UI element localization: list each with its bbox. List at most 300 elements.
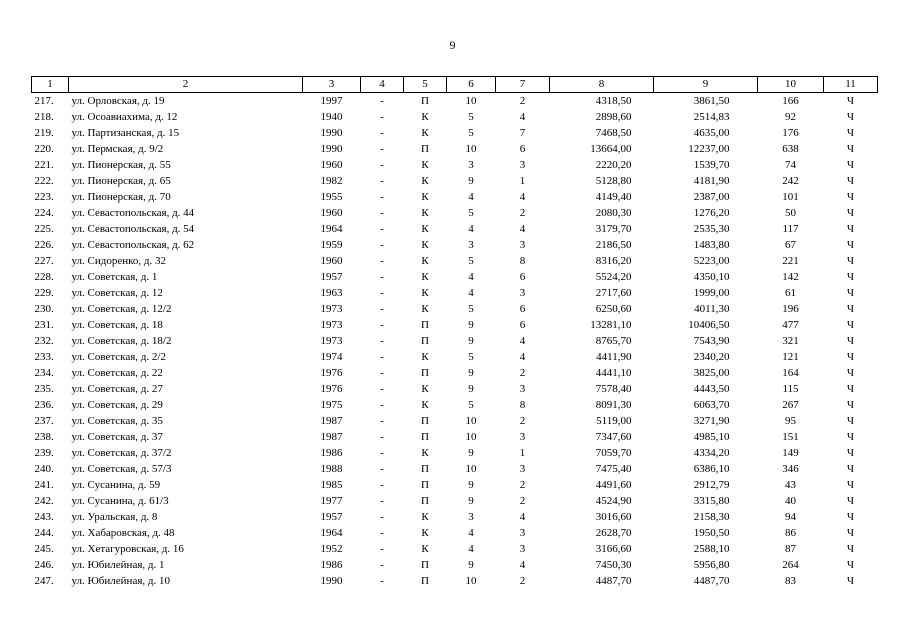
table-row [32, 205, 878, 221]
column-header-7: 7 [496, 77, 550, 93]
living-area-cell: 4181,90 [693, 174, 730, 187]
residents-cell: 94 [785, 510, 796, 523]
residents-cell: 86 [785, 526, 796, 539]
address-cell: ул. Юбилейная, д. 10 [71, 574, 170, 587]
row-number-cell: 219. [34, 126, 54, 139]
entrances-cell: 2 [519, 478, 526, 491]
living-area-cell: 1999,00 [693, 286, 730, 299]
column-header-2: 2 [69, 77, 303, 93]
total-area-cell: 7059,70 [595, 446, 632, 459]
row-number-cell: 226. [34, 238, 54, 251]
living-area-cell: 4443,50 [693, 382, 730, 395]
address-cell: ул. Осоавиахима, д. 12 [71, 110, 178, 123]
floors-cell: 5 [468, 206, 474, 219]
living-area-cell: 4350,10 [693, 270, 730, 283]
row-number-cell: 221. [34, 158, 54, 171]
table-row [32, 461, 878, 477]
category-cell: Ч [846, 110, 855, 123]
column-header-6: 6 [447, 77, 496, 93]
category-cell: Ч [846, 350, 855, 363]
table-row [32, 445, 878, 461]
column-header-5: 5 [404, 77, 447, 93]
entrances-cell: 6 [519, 302, 526, 315]
row-number-cell: 240. [34, 462, 54, 475]
floors-cell: 10 [465, 94, 477, 107]
column-4-cell: - [380, 270, 384, 283]
residents-cell: 61 [785, 286, 796, 299]
table-row [32, 269, 878, 285]
category-cell: Ч [846, 478, 855, 491]
build-year-cell: 1973 [320, 302, 343, 315]
residents-cell: 638 [782, 142, 799, 155]
table-row [32, 525, 878, 541]
total-area-cell: 4524,90 [595, 494, 632, 507]
column-header-4: 4 [361, 77, 404, 93]
category-cell: Ч [846, 190, 855, 203]
residents-cell: 87 [785, 542, 796, 555]
category-cell: Ч [846, 254, 855, 267]
category-cell: Ч [846, 318, 855, 331]
category-cell: Ч [846, 286, 855, 299]
build-year-cell: 1976 [320, 382, 343, 395]
floors-cell: 5 [468, 126, 474, 139]
build-year-cell: 1990 [320, 574, 343, 587]
wall-type-cell: К [421, 526, 429, 539]
living-area-cell: 4487,70 [693, 574, 730, 587]
living-area-cell: 1539,70 [693, 158, 730, 171]
address-cell: ул. Пермская, д. 9/2 [71, 142, 164, 155]
entrances-cell: 4 [519, 222, 526, 235]
address-cell: ул. Уральская, д. 8 [71, 510, 158, 523]
entrances-cell: 3 [519, 526, 526, 539]
column-4-cell: - [380, 302, 384, 315]
page-number: 9 [449, 38, 456, 52]
floors-cell: 5 [468, 110, 474, 123]
residents-cell: 196 [782, 302, 799, 315]
address-cell: ул. Севастопольская, д. 54 [71, 222, 195, 235]
residents-cell: 149 [782, 446, 799, 459]
total-area-cell: 6250,60 [595, 302, 632, 315]
living-area-cell: 2514,83 [693, 110, 730, 123]
residents-cell: 164 [782, 366, 799, 379]
floors-cell: 10 [465, 574, 477, 587]
living-area-cell: 2912,79 [693, 478, 730, 491]
address-cell: ул. Хетагуровская, д. 16 [71, 542, 184, 555]
column-4-cell: - [380, 414, 384, 427]
column-4-cell: - [380, 238, 384, 251]
total-area-cell: 2717,60 [595, 286, 632, 299]
living-area-cell: 4011,30 [694, 302, 730, 315]
living-area-cell: 3861,50 [693, 94, 730, 107]
build-year-cell: 1960 [320, 254, 343, 267]
build-year-cell: 1987 [320, 414, 343, 427]
row-number-cell: 237. [34, 414, 54, 427]
total-area-cell: 8316,20 [595, 254, 632, 267]
category-cell: Ч [846, 462, 855, 475]
residents-cell: 74 [785, 158, 796, 171]
total-area-cell: 7475,40 [595, 462, 632, 475]
table-row [32, 397, 878, 413]
row-number-cell: 236. [34, 398, 54, 411]
entrances-cell: 4 [519, 110, 526, 123]
total-area-cell: 5524,20 [595, 270, 632, 283]
total-area-cell: 4149,40 [595, 190, 632, 203]
entrances-cell: 1 [519, 174, 526, 187]
entrances-cell: 2 [519, 574, 526, 587]
table-row [32, 93, 878, 110]
floors-cell: 3 [468, 238, 474, 251]
header-row [32, 77, 878, 93]
row-number-cell: 239. [34, 446, 54, 459]
living-area-cell: 1950,50 [693, 526, 730, 539]
floors-cell: 5 [468, 254, 474, 267]
total-area-cell: 2080,30 [595, 206, 632, 219]
build-year-cell: 1974 [320, 350, 343, 363]
table-row [32, 157, 878, 173]
build-year-cell: 1952 [320, 542, 343, 555]
table-row [32, 413, 878, 429]
column-4-cell: - [380, 382, 384, 395]
total-area-cell: 5128,80 [595, 174, 632, 187]
column-4-cell: - [380, 398, 384, 411]
build-year-cell: 1964 [320, 222, 343, 235]
residents-cell: 117 [782, 222, 799, 235]
column-4-cell: - [380, 542, 384, 555]
column-header-1: 1 [32, 77, 69, 93]
living-area-cell: 3315,80 [693, 494, 730, 507]
address-cell: ул. Советская, д. 29 [71, 398, 163, 411]
category-cell: Ч [846, 222, 855, 235]
entrances-cell: 2 [519, 494, 526, 507]
table-row [32, 125, 878, 141]
living-area-cell: 1483,80 [693, 238, 730, 251]
floors-cell: 9 [468, 174, 474, 187]
column-4-cell: - [380, 574, 384, 587]
address-cell: ул. Пионерская, д. 70 [71, 190, 171, 203]
floors-cell: 9 [468, 478, 474, 491]
entrances-cell: 2 [519, 94, 526, 107]
floors-cell: 4 [468, 542, 474, 555]
entrances-cell: 3 [519, 382, 526, 395]
table-row [32, 381, 878, 397]
address-cell: ул. Пионерская, д. 65 [71, 174, 171, 187]
floors-cell: 4 [468, 190, 474, 203]
total-area-cell: 4318,50 [595, 94, 632, 107]
address-cell: ул. Советская, д. 2/2 [71, 350, 166, 363]
column-4-cell: - [380, 254, 384, 267]
build-year-cell: 1963 [320, 286, 343, 299]
total-area-cell: 13664,00 [590, 142, 632, 155]
entrances-cell: 6 [519, 318, 526, 331]
address-cell: ул. Пионерская, д. 55 [71, 158, 171, 171]
build-year-cell: 1975 [320, 398, 343, 411]
category-cell: Ч [846, 510, 855, 523]
row-number-cell: 245. [34, 542, 54, 555]
living-area-cell: 3825,00 [693, 366, 730, 379]
table-row [32, 253, 878, 269]
category-cell: Ч [846, 366, 855, 379]
floors-cell: 4 [468, 270, 474, 283]
table-row [32, 349, 878, 365]
residents-cell: 121 [782, 350, 799, 363]
wall-type-cell: П [421, 574, 429, 587]
residents-cell: 151 [782, 430, 799, 443]
wall-type-cell: К [421, 446, 429, 459]
build-year-cell: 1986 [320, 558, 343, 571]
living-area-cell: 6386,10 [693, 462, 730, 475]
address-cell: ул. Партизанская, д. 15 [71, 126, 180, 139]
residents-cell: 346 [782, 462, 799, 475]
build-year-cell: 1990 [320, 142, 343, 155]
build-year-cell: 1960 [320, 158, 343, 171]
wall-type-cell: П [421, 430, 429, 443]
residents-cell: 43 [785, 478, 796, 491]
address-cell: ул. Сусанина, д. 61/3 [71, 494, 169, 507]
row-number-cell: 242. [34, 494, 54, 507]
wall-type-cell: П [421, 462, 429, 475]
row-number-cell: 233. [34, 350, 54, 363]
table-row [32, 429, 878, 445]
column-header-3: 3 [303, 77, 361, 93]
residents-cell: 264 [782, 558, 799, 571]
row-number-cell: 238. [34, 430, 54, 443]
wall-type-cell: К [421, 542, 429, 555]
floors-cell: 10 [465, 462, 477, 475]
category-cell: Ч [846, 558, 855, 571]
column-4-cell: - [380, 158, 384, 171]
residents-cell: 166 [782, 94, 799, 107]
column-header-8: 8 [550, 77, 654, 93]
residents-cell: 176 [782, 126, 799, 139]
entrances-cell: 6 [519, 142, 526, 155]
build-year-cell: 1977 [320, 494, 343, 507]
wall-type-cell: П [421, 366, 429, 379]
column-4-cell: - [380, 462, 384, 475]
table-row [32, 189, 878, 205]
living-area-cell: 4635,00 [693, 126, 730, 139]
living-area-cell: 2158,30 [693, 510, 730, 523]
floors-cell: 10 [465, 142, 477, 155]
residents-cell: 321 [782, 334, 799, 347]
living-area-cell: 12237,00 [688, 142, 730, 155]
table-header [32, 77, 878, 93]
entrances-cell: 3 [519, 430, 526, 443]
residents-cell: 267 [782, 398, 799, 411]
wall-type-cell: К [421, 238, 429, 251]
table-row [32, 573, 878, 589]
category-cell: Ч [846, 574, 855, 587]
build-year-cell: 1959 [320, 238, 343, 251]
total-area-cell: 13281,10 [590, 318, 632, 331]
wall-type-cell: К [421, 222, 429, 235]
total-area-cell: 8091,30 [595, 398, 632, 411]
address-cell: ул. Советская, д. 18 [71, 318, 163, 331]
table-row [32, 285, 878, 301]
category-cell: Ч [846, 94, 855, 107]
build-year-cell: 1973 [320, 334, 343, 347]
table-row [32, 317, 878, 333]
wall-type-cell: П [421, 414, 429, 427]
wall-type-cell: К [421, 254, 429, 267]
build-year-cell: 1973 [320, 318, 343, 331]
row-number-cell: 235. [34, 382, 54, 395]
living-area-cell: 2535,30 [693, 222, 730, 235]
wall-type-cell: П [421, 94, 429, 107]
floors-cell: 5 [468, 302, 474, 315]
category-cell: Ч [846, 270, 855, 283]
column-4-cell: - [380, 558, 384, 571]
wall-type-cell: К [421, 174, 429, 187]
column-header-11: 11 [824, 77, 878, 93]
build-year-cell: 1976 [320, 366, 343, 379]
category-cell: Ч [846, 430, 855, 443]
floors-cell: 5 [468, 350, 474, 363]
column-4-cell: - [380, 190, 384, 203]
table-row [32, 109, 878, 125]
row-number-cell: 220. [34, 142, 54, 155]
wall-type-cell: П [421, 478, 429, 491]
floors-cell: 5 [468, 398, 474, 411]
table-row [32, 541, 878, 557]
living-area-cell: 6063,70 [693, 398, 730, 411]
address-cell: ул. Севастопольская, д. 62 [71, 238, 195, 251]
residents-cell: 101 [782, 190, 799, 203]
wall-type-cell: П [421, 142, 429, 155]
wall-type-cell: К [421, 302, 429, 315]
address-cell: ул. Советская, д. 22 [71, 366, 163, 379]
floors-cell: 10 [465, 430, 477, 443]
row-number-cell: 230. [34, 302, 54, 315]
column-4-cell: - [380, 222, 384, 235]
entrances-cell: 3 [519, 158, 526, 171]
entrances-cell: 4 [519, 510, 526, 523]
build-year-cell: 1982 [320, 174, 343, 187]
living-area-cell: 4985,10 [693, 430, 730, 443]
total-area-cell: 5119,00 [596, 414, 632, 427]
table-row [32, 173, 878, 189]
entrances-cell: 2 [519, 414, 526, 427]
wall-type-cell: К [421, 206, 429, 219]
address-cell: ул. Севастопольская, д. 44 [71, 206, 195, 219]
residents-cell: 40 [785, 494, 796, 507]
column-4-cell: - [380, 478, 384, 491]
column-4-cell: - [380, 286, 384, 299]
address-cell: ул. Советская, д. 12 [71, 286, 163, 299]
category-cell: Ч [846, 142, 855, 155]
build-year-cell: 1955 [320, 190, 343, 203]
floors-cell: 9 [468, 334, 474, 347]
address-cell: ул. Советская, д. 18/2 [71, 334, 172, 347]
build-year-cell: 1957 [320, 510, 343, 523]
row-number-cell: 225. [34, 222, 54, 235]
entrances-cell: 4 [519, 350, 526, 363]
row-number-cell: 234. [34, 366, 54, 379]
residents-cell: 142 [782, 270, 799, 283]
living-area-cell: 5956,80 [693, 558, 730, 571]
total-area-cell: 2186,50 [595, 238, 632, 251]
row-number-cell: 217. [34, 94, 54, 107]
column-header-9: 9 [654, 77, 758, 93]
residents-cell: 95 [785, 414, 796, 427]
address-cell: ул. Советская, д. 37/2 [71, 446, 172, 459]
total-area-cell: 4441,10 [595, 366, 632, 379]
column-4-cell: - [380, 110, 384, 123]
total-area-cell: 8765,70 [595, 334, 632, 347]
table-row [32, 477, 878, 493]
address-cell: ул. Советская, д. 37 [71, 430, 163, 443]
build-year-cell: 1987 [320, 430, 343, 443]
row-number-cell: 231. [34, 318, 54, 331]
build-year-cell: 1940 [320, 110, 343, 123]
row-number-cell: 247. [34, 574, 54, 587]
entrances-cell: 4 [519, 334, 526, 347]
row-number-cell: 232. [34, 334, 54, 347]
address-cell: ул. Юбилейная, д. 1 [71, 558, 165, 571]
entrances-cell: 3 [519, 238, 526, 251]
category-cell: Ч [846, 494, 855, 507]
entrances-cell: 3 [519, 286, 526, 299]
build-year-cell: 1990 [320, 126, 343, 139]
residents-cell: 67 [785, 238, 796, 251]
address-cell: ул. Советская, д. 57/3 [71, 462, 172, 475]
build-year-cell: 1960 [320, 206, 343, 219]
build-year-cell: 1986 [320, 446, 343, 459]
category-cell: Ч [846, 126, 855, 139]
build-year-cell: 1997 [320, 94, 343, 107]
address-cell: ул. Сидоренко, д. 32 [71, 254, 166, 267]
category-cell: Ч [846, 334, 855, 347]
table-row [32, 365, 878, 381]
wall-type-cell: П [421, 318, 429, 331]
column-4-cell: - [380, 318, 384, 331]
category-cell: Ч [846, 206, 855, 219]
wall-type-cell: К [421, 350, 429, 363]
wall-type-cell: К [421, 510, 429, 523]
entrances-cell: 4 [519, 190, 526, 203]
living-area-cell: 4334,20 [693, 446, 730, 459]
wall-type-cell: П [421, 558, 429, 571]
row-number-cell: 243. [34, 510, 54, 523]
total-area-cell: 3016,60 [595, 510, 632, 523]
category-cell: Ч [846, 446, 855, 459]
row-number-cell: 246. [34, 558, 54, 571]
total-area-cell: 2628,70 [595, 526, 632, 539]
total-area-cell: 2220,20 [595, 158, 632, 171]
floors-cell: 9 [468, 494, 474, 507]
address-cell: ул. Советская, д. 27 [71, 382, 163, 395]
residents-cell: 83 [785, 574, 796, 587]
category-cell: Ч [846, 414, 855, 427]
build-year-cell: 1957 [320, 270, 343, 283]
entrances-cell: 2 [519, 366, 526, 379]
entrances-cell: 1 [519, 446, 526, 459]
total-area-cell: 3166,60 [595, 542, 632, 555]
address-cell: ул. Хабаровская, д. 48 [71, 526, 175, 539]
row-number-cell: 241. [34, 478, 54, 491]
total-area-cell: 7450,30 [595, 558, 632, 571]
wall-type-cell: К [421, 286, 429, 299]
table-row [32, 333, 878, 349]
floors-cell: 4 [468, 286, 474, 299]
living-area-cell: 2588,10 [693, 542, 730, 555]
floors-cell: 4 [468, 222, 474, 235]
category-cell: Ч [846, 382, 855, 395]
total-area-cell: 7347,60 [595, 430, 632, 443]
column-4-cell: - [380, 350, 384, 363]
table-row [32, 493, 878, 509]
entrances-cell: 3 [519, 462, 526, 475]
row-number-cell: 223. [34, 190, 54, 203]
